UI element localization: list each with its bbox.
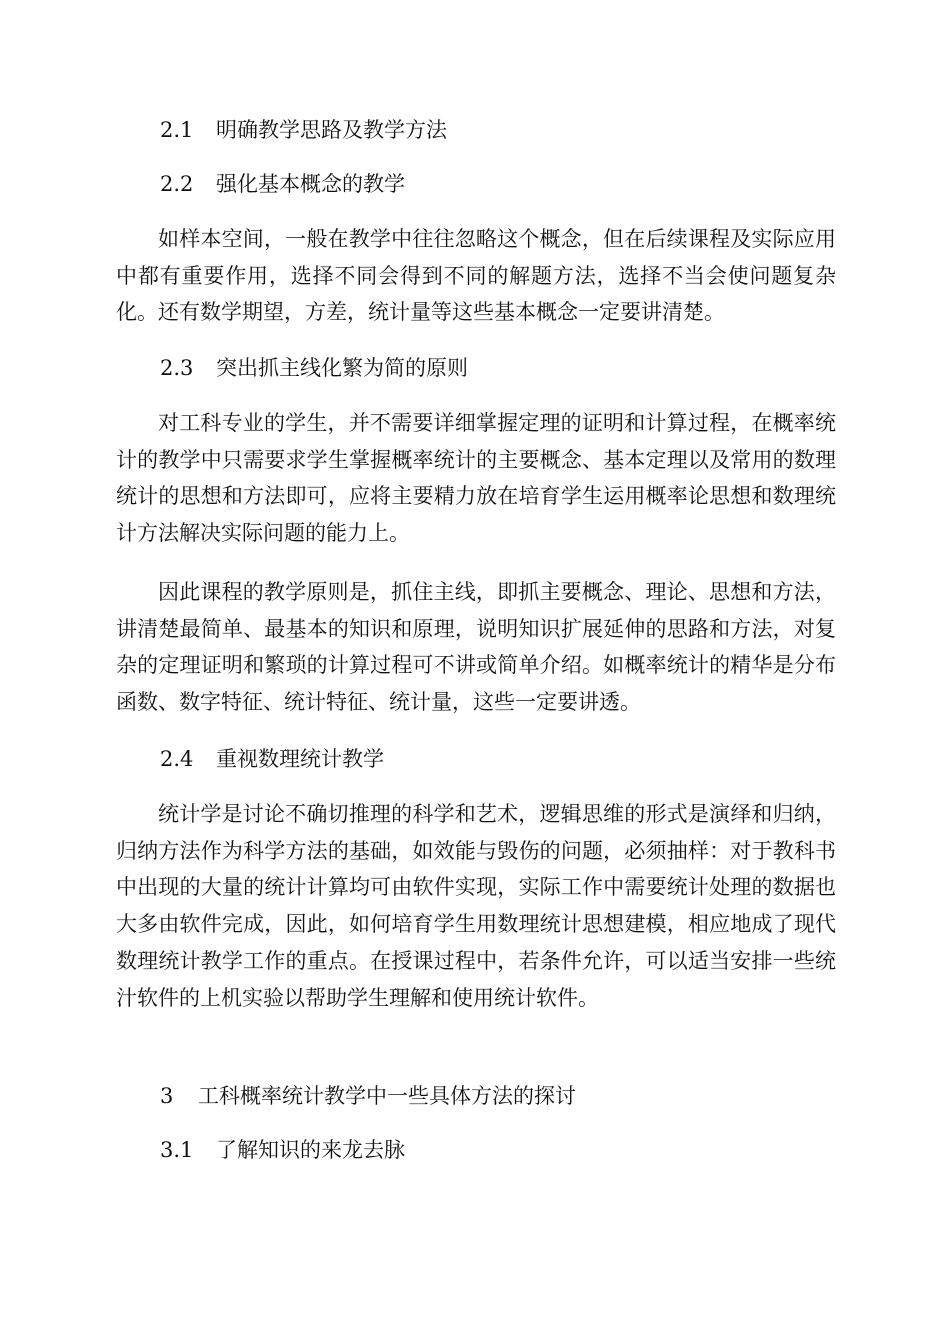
section-title: 强化基本概念的教学 [216,172,405,196]
section-number: 2.4 [160,747,194,771]
section-heading-2-2 [160,169,405,199]
paragraph-sample-space: 如样本空间，一般在教学中往往忽略这个概念，但在后续课程及实际应用中都有重要作用，选择不同会得到不同的解题方法，选择不当会使问题复杂化。还有数学期望，方差，统计量等这些基本概念一定要讲清楚。 [116,227,836,325]
paragraph-statistics: 统计学是讨论不确切推理的科学和艺术，逻辑思维的形式是演绎和归纳，归纳方法作为科学方法的基础，如效能与毁伤的问题，必须抽样：对于教科书中出现的大量的统计计算均可由软件实现，实际工作中需要统计处理的数据也大多由软件完成，因此，如何培育学生用数理统计思想建模，相应地成了现代数理统计教学工作的重点。在授课过程中，若条件允许，可以适当安排一些统汁软件的上机实验以帮助学生理解和使用统计软件。 [116,802,836,1010]
section-title: 重视数理统计教学 [216,747,384,771]
section-number: 2.1 [160,118,194,142]
section-number: 3.1 [160,1138,194,1162]
section-number: 2.2 [160,172,194,196]
section-title: 明确教学思路及教学方法 [216,118,447,142]
section-number: 2.3 [160,356,194,380]
section-number: 3 [160,1084,174,1108]
paragraph-engineering-students: 对工科专业的学生，并不需要详细掌握定理的证明和计算过程，在概率统计的教学中只需要求学生掌握概率统计的主要概念、基本定理以及常用的数理统计的思想和方法即可，应将主要精力放在培育学生运用概率论思想和数理统计方法解决实际问题的能力上。 [116,411,836,546]
section-heading-2-1 [160,115,447,145]
section-heading-2-4 [160,744,384,774]
section-title: 了解知识的来龙去脉 [216,1138,405,1162]
section-heading-3-1 [160,1135,405,1165]
section-title: 突出抓主线化繁为简的原则 [216,356,468,380]
section-title: 工科概率统计教学中一些具体方法的探讨 [198,1084,576,1108]
paragraph-teaching-principle: 因此课程的教学原则是，抓住主线，即抓主要概念、理论、思想和方法，讲清楚最简单、最基本的知识和原理，说明知识扩展延伸的思路和方法，对复杂的定理证明和繁琐的计算过程可不讲或简单介绍。如概率统计的精华是分布函数、数字特征、统计特征、统计量，这些一定要讲透。 [116,580,836,715]
section-heading-2-3 [160,353,468,383]
section-heading-3 [160,1081,576,1111]
